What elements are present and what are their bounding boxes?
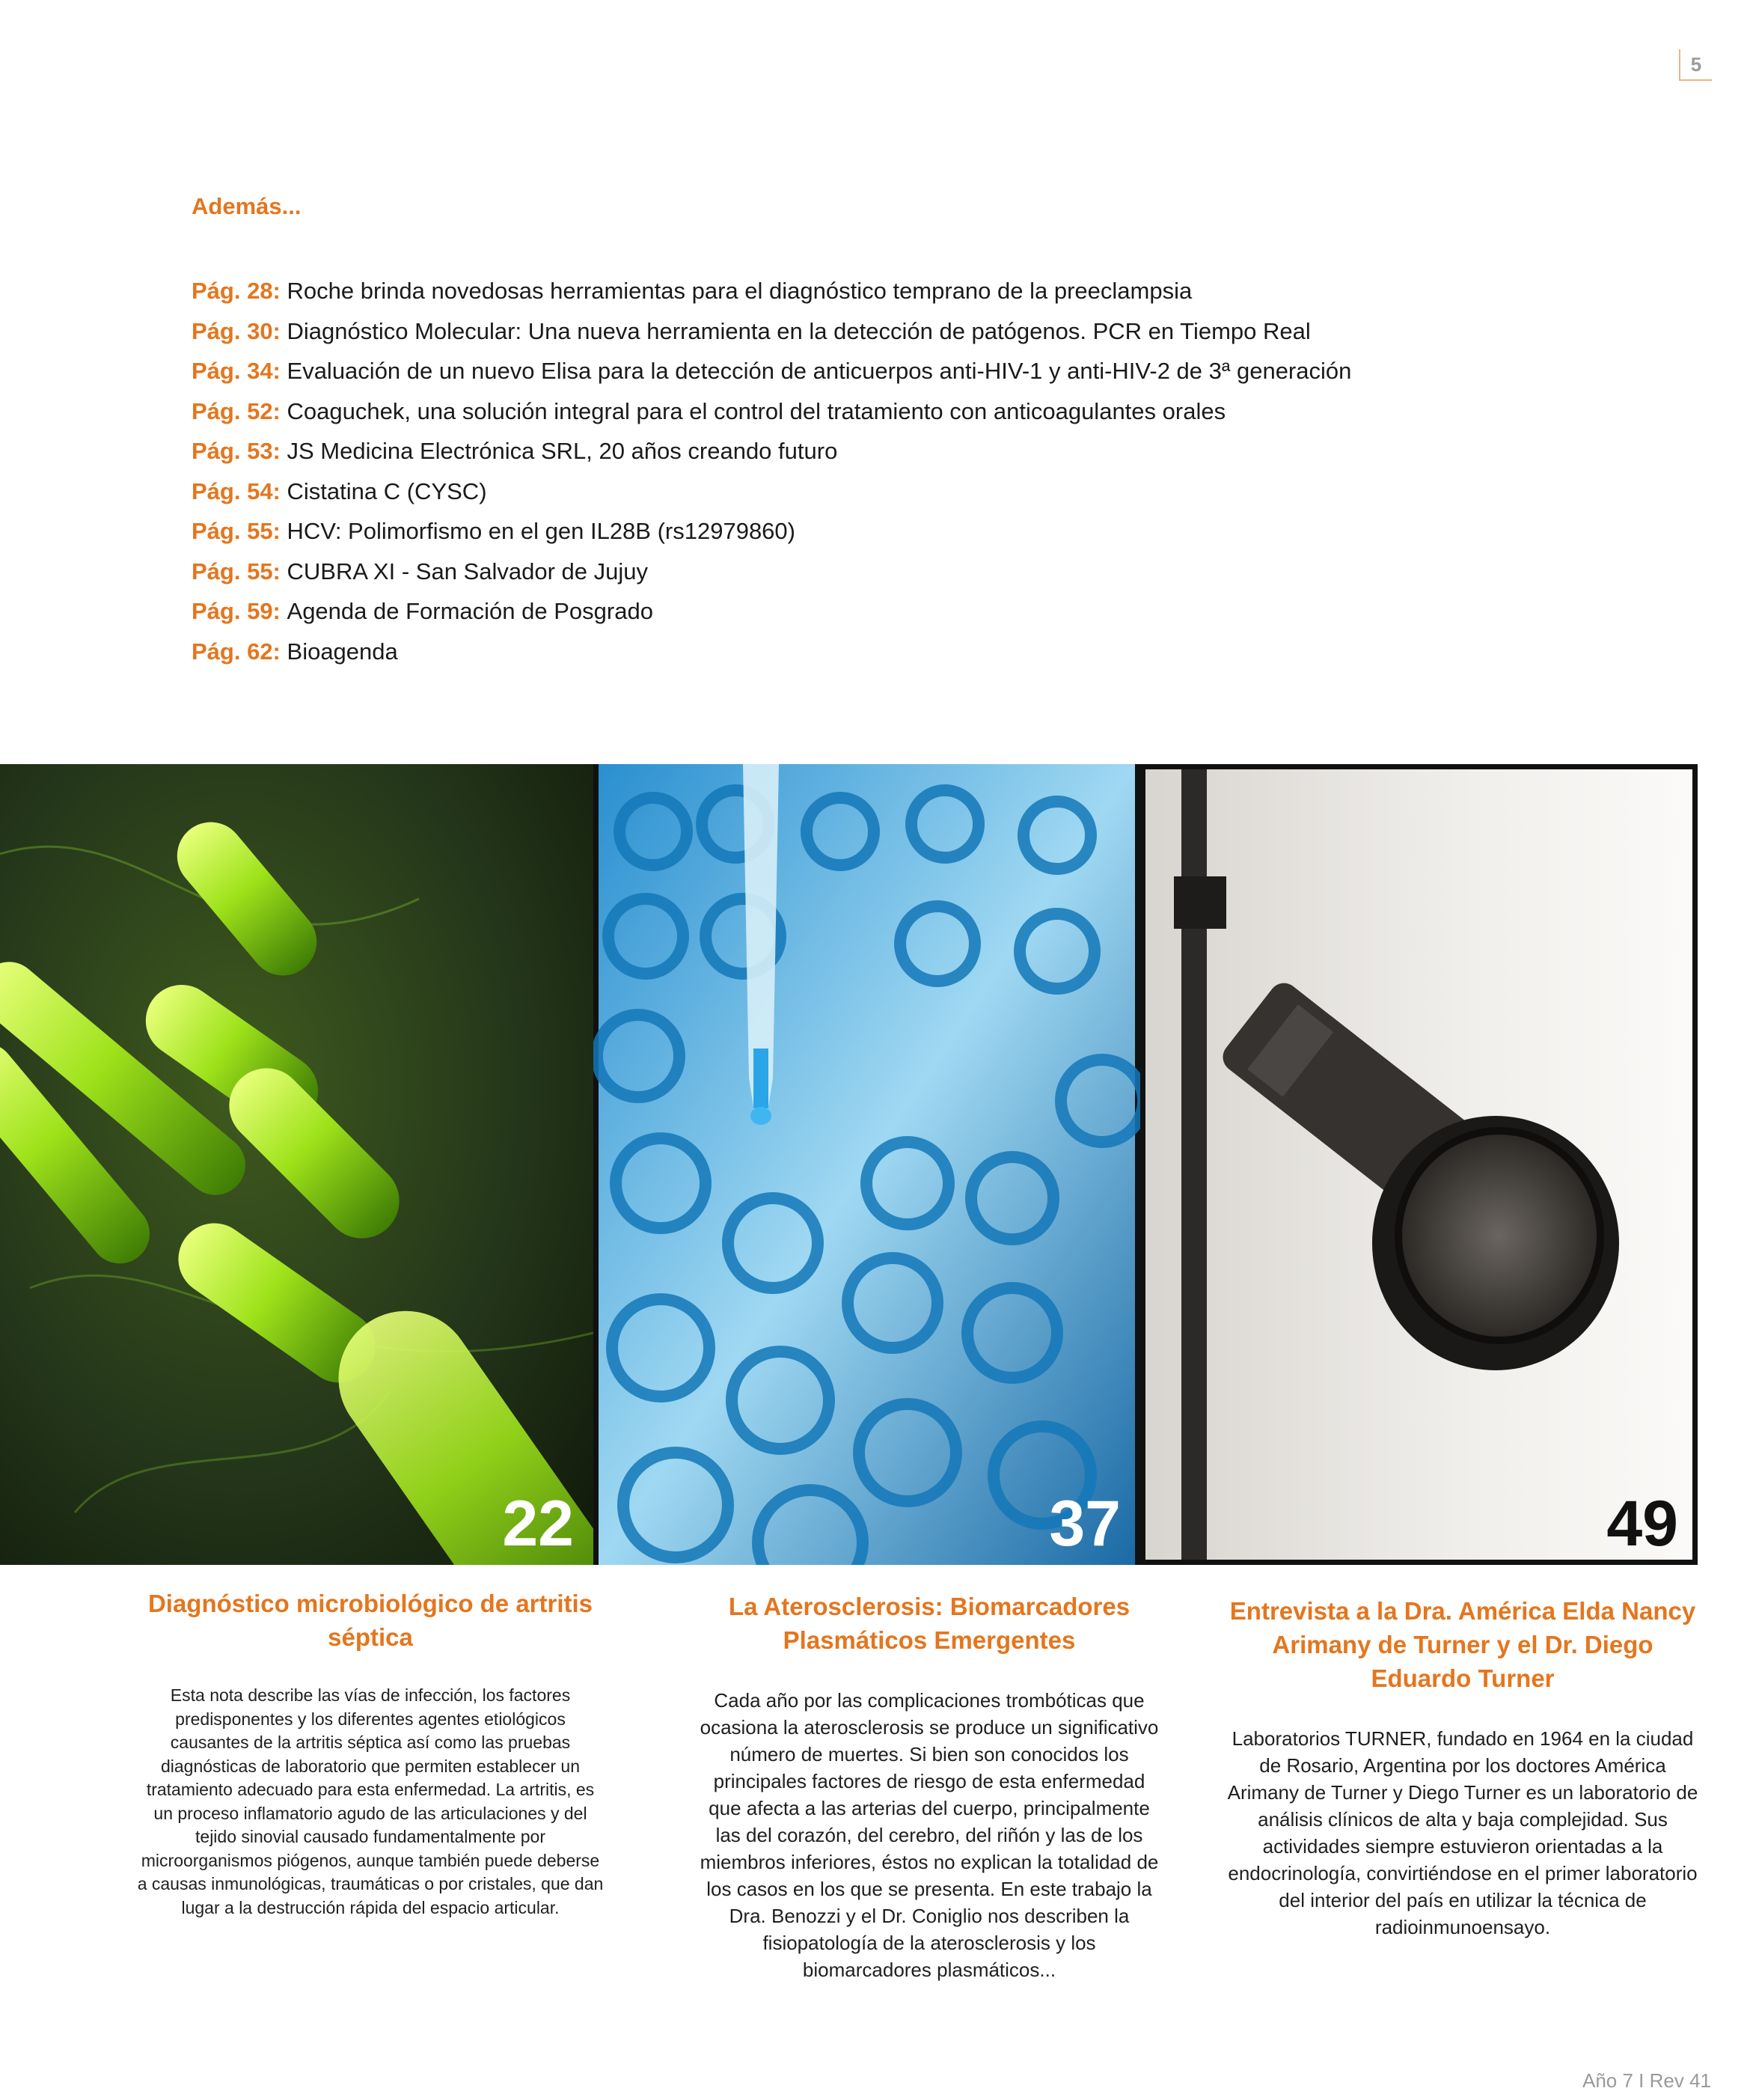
toc-title: Bioagenda [287, 638, 398, 665]
toc-item[interactable] [192, 511, 1351, 552]
toc-item[interactable] [192, 391, 1351, 432]
toc-item[interactable] [192, 271, 1351, 311]
toc-page: Pág. 28: [192, 278, 281, 304]
toc-item[interactable] [192, 311, 1351, 352]
feature-title: Entrevista a la Dra. América Elda Nancy Arimany de Turner y el Dr. Diego Eduardo Turner [1229, 1597, 1696, 1692]
toc-item[interactable] [192, 552, 1351, 592]
toc-page: Pág. 52: [192, 397, 281, 424]
feature-card[interactable] [1227, 1594, 1698, 1941]
page-number: 5 [1679, 49, 1712, 81]
toc-page: Pág. 59: [192, 598, 281, 624]
toc-item[interactable] [192, 351, 1351, 391]
feature-page-number: 37 [1049, 1488, 1121, 1560]
feature-card[interactable] [135, 1587, 606, 1920]
feature-title: Diagnóstico microbiológico de artritis séptica [147, 1590, 593, 1651]
feature-card[interactable] [697, 1590, 1161, 1983]
toc-item[interactable] [192, 591, 1351, 632]
toc-title: Diagnóstico Molecular: Una nueva herramienta en la detección de patógenos. PCR en Tiempo Real [287, 317, 1311, 344]
feature-title: La Aterosclerosis: Biomarcadores Plasmáticos Emergentes [728, 1593, 1131, 1654]
toc-title: Cistatina C (CYSC) [287, 477, 487, 504]
feature-summary: Cada año por las complicaciones trombóticas que ocasiona la aterosclerosis se produce un significativo número de muertes. Si bien son conocidos los principales factores de riesgo de esta enfermedad que afecta a las arterias del cuerpo, principalmente las del corazón, del cerebro, del riñón y las de los miembros inferiores, éstos no explican la totalidad de los casos en los que se presenta. En este trabajo la Dra. Benozzi y el Dr. Coniglio nos describen la fisiopatología de la aterosclerosis y los biomarcadores plasmáticos... [700, 1689, 1159, 1981]
feature-page-number: 22 [502, 1488, 574, 1560]
toc-item[interactable] [192, 471, 1351, 512]
toc-title: Agenda de Formación de Posgrado [287, 598, 653, 624]
toc-title: CUBRA XI - San Salvador de Jujuy [287, 558, 648, 584]
toc-page: Pág. 55: [192, 518, 281, 544]
toc-title: HCV: Polimorfismo en el gen IL28B (rs12979860) [287, 518, 795, 544]
feature-summary: Esta nota describe las vías de infección, los factores predisponentes y los diferentes agentes etiológicos causantes de la artritis séptica así como las pruebas diagnósticas de laboratorio que permiten establecer un tratamiento adecuado para esta enfermedad. La artritis, es un proceso inflamatorio agudo de las articulaciones y del tejido sinovial causado fundamentalmente por microorganismos piógenos, aunque también puede deberse a causas inmunológicas, traumáticas o por cristales, que dan lugar a la destrucción rápida del espacio articular. [137, 1685, 604, 1917]
toc-item[interactable] [192, 431, 1351, 471]
toc-page: Pág. 62: [192, 638, 281, 665]
toc-page: Pág. 30: [192, 317, 281, 344]
feature-image-pipette[interactable] [593, 764, 1140, 1565]
table-of-contents [192, 271, 1351, 671]
toc-page: Pág. 53: [192, 438, 281, 464]
toc-page: Pág. 55: [192, 558, 281, 584]
toc-item[interactable] [192, 632, 1351, 672]
feature-image-microphone[interactable] [1140, 764, 1698, 1565]
bacteria-illustration [0, 764, 593, 1565]
toc-title: Evaluación de un nuevo Elisa para la detección de anticuerpos anti-HIV-1 y anti-HIV-2 de 3ª generación [287, 358, 1352, 384]
toc-title: Coaguchek, una solución integral para el control del tratamiento con anticoagulantes orales [287, 397, 1226, 424]
feature-image-bacteria[interactable] [0, 764, 593, 1565]
toc-title: JS Medicina Electrónica SRL, 20 años creando futuro [287, 438, 838, 464]
toc-title: Roche brinda novedosas herramientas para el diagnóstico temprano de la preeclampsia [287, 278, 1193, 304]
microphone-illustration [1140, 764, 1698, 1565]
pipette-illustration [593, 764, 1140, 1565]
feature-page-number: 49 [1606, 1488, 1678, 1560]
section-heading: Además... [192, 193, 302, 219]
toc-page: Pág. 54: [192, 477, 281, 504]
issue-footer: Año 7 I Rev 41 [1582, 2069, 1711, 2092]
toc-page: Pág. 34: [192, 358, 281, 384]
feature-summary: Laboratorios TURNER, fundado en 1964 en la ciudad de Rosario, Argentina por los doctores América Arimany de Turner y Diego Turner es un laboratorio de análisis clínicos de alta y baja complejidad. Sus actividades siempre estuvieron orientadas a la endocrinología, convirtiéndose en el primer laboratorio del interior del país en utilizar la técnica de radioinmunoensayo. [1227, 1727, 1698, 1938]
